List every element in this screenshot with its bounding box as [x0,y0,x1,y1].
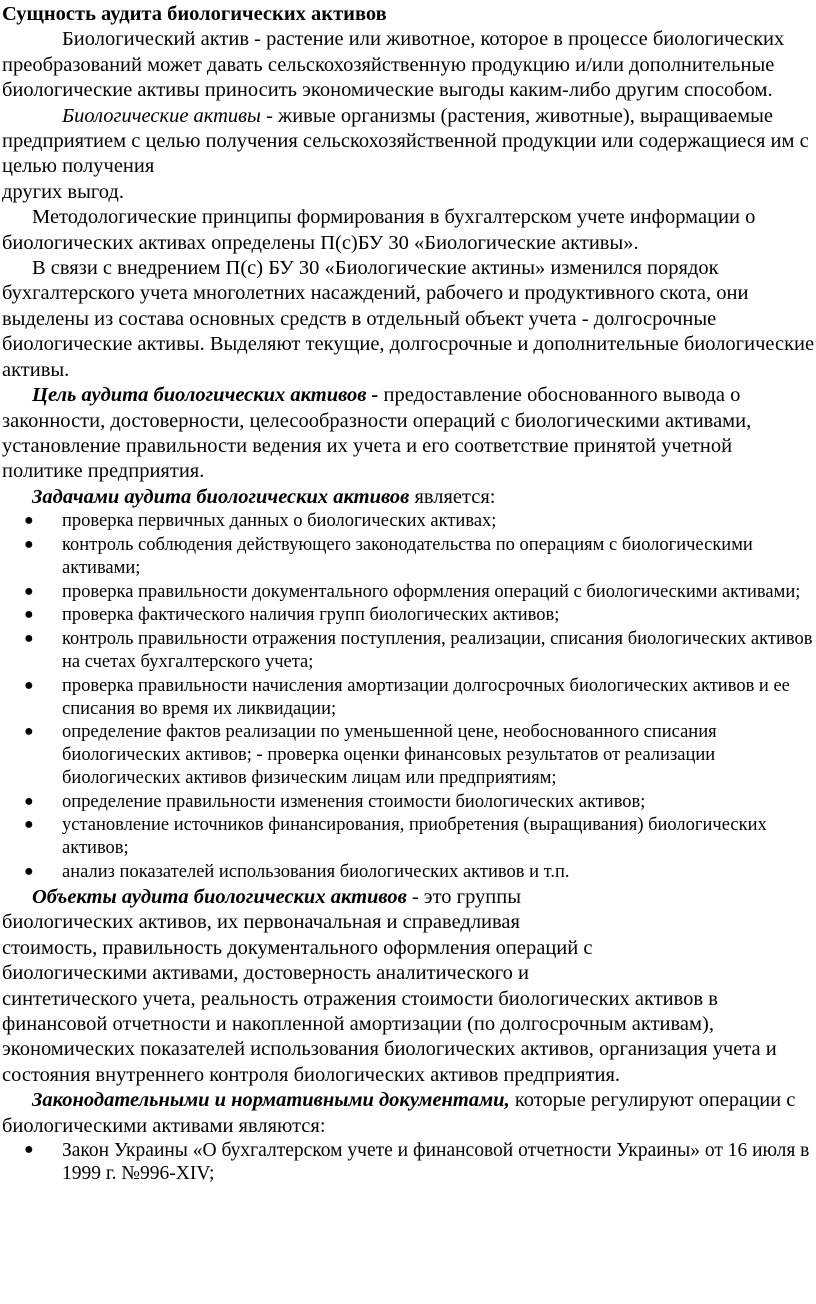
audit-objects-term: Объекты аудита биологических активов [32,885,407,908]
audit-objects-paragraph: Объекты аудита биологических активов - это группы биологических активов, их первоначальная и справедливая стоимость, правильность документального оформления операций с биологическими активами, достоверность аналитического и синтетического учета, реальность отражения стоимости биологических активов в финансовой отчетности и накопленной амортизации (по долгосрочным активам), экономических показателей использования биологических активов, организация учета и состояния внутреннего контроля биологических активов предприятия. [2,885,777,1086]
list-item: ● контроль правильности отражения поступления, реализации, списания биологических активов на счетах бухгалтерского учета; [24,629,813,672]
list-item: ● проверка фактического наличия групп биологических активов; [24,605,560,626]
list-item: ● контроль соблюдения действующего законодательства по операциям с биологическими активами; [24,534,753,578]
biological-asset-definition: Биологический актив - растение или животное, которое в процессе биологических преобразований может давать сельскохозяйственную продукцию и/или дополнительные биологические активы приносить экономические выгоды каким-либо другим способом. [2,28,785,102]
bullet-icon: ● [24,676,34,694]
list-item: ● Закон Украины «О бухгалтерском учете и финансовой отчетности Украины» от 16 июля в 1999 г. №996-XIV; [24,1139,810,1184]
audit-tasks-list [2,510,816,884]
audit-tasks-heading [2,485,816,510]
list-item: ● определение фактов реализации по уменьшенной цене, необоснованного списания биологических активов; - проверка оценки финансовых результатов от реализации биологических активов физическим лицам или предприятиям; [24,722,717,788]
implementation-paragraph: В связи с внедрением П(с) БУ 30 «Биологические актины» изменился порядок бухгалтерского учета многолетних насаждений, рабочего и продуктивного скота, они выделены из состава основных средств в отдельный объект учета - долгосрочные биологические активы. Выделяют текущие, долгосрочные и дополнительные биологические активы. [2,257,815,381]
list-item: ● анализ показателей использования биологических активов и т.п. [24,862,570,883]
audit-goal-text: предоставление обоснованного вывода о законности, достоверности, целесообразности операций с биологическими активами, установление правильности ведения их учета и его соответствие принятой учетной политике предприятия. [2,384,752,483]
biological-assets-paragraph [2,104,816,206]
list-item: ● проверка правильности начисления амортизации долгосрочных биологических активов и ее списания во время их ликвидации; [24,675,790,719]
biological-assets-text: - живые организмы (растения, животные), выращиваемые предприятием с целью получения сельскохозяйственной продукции или содержащиеся им с целью получения [2,104,809,178]
regulatory-documents-heading [2,1088,816,1139]
list-item: ● проверка правильности документального оформления операций с биологическими активами; [24,581,801,602]
bullet-icon: ● [24,863,34,881]
bullet-icon: ● [24,816,34,834]
audit-tasks-term: Задачами аудита биологических активов [32,485,410,508]
list-item: ● проверка первичных данных о биологических активах; [24,511,497,532]
bullet-icon: ● [24,792,34,810]
regulatory-documents-list [2,1139,816,1185]
methodology-paragraph: Методологические принципы формирования в бухгалтерском учете информации о биологических активах определены П(с)БУ 30 «Биологические активы». [2,206,756,254]
bullet-icon: ● [24,630,34,648]
list-item: ● установление источников финансирования, приобретения (выращивания) биологических активов; [24,815,767,859]
bullet-icon: ● [24,582,34,600]
bullet-icon: ● [24,723,34,741]
biological-assets-tail: других выгод. [2,180,124,203]
audit-tasks-text: является: [409,485,496,508]
bullet-icon: ● [24,606,34,624]
audit-goal-term: Цель аудита биологических активов - [32,384,379,407]
bullet-icon: ● [24,512,34,530]
biological-assets-term: Биологические активы [62,104,261,127]
document-title: Сущность аудита биологических активов [2,3,387,25]
bullet-icon: ● [24,535,34,553]
bullet-icon: ● [24,1140,34,1158]
list-item: ● определение правильности изменения стоимости биологических активов; [24,791,646,812]
regulatory-documents-term: Законодательными и нормативными документами, [32,1089,510,1112]
audit-goal-paragraph [2,383,816,485]
regulatory-documents-text: которые регулируют операции с биологическими активами являются: [2,1089,796,1137]
